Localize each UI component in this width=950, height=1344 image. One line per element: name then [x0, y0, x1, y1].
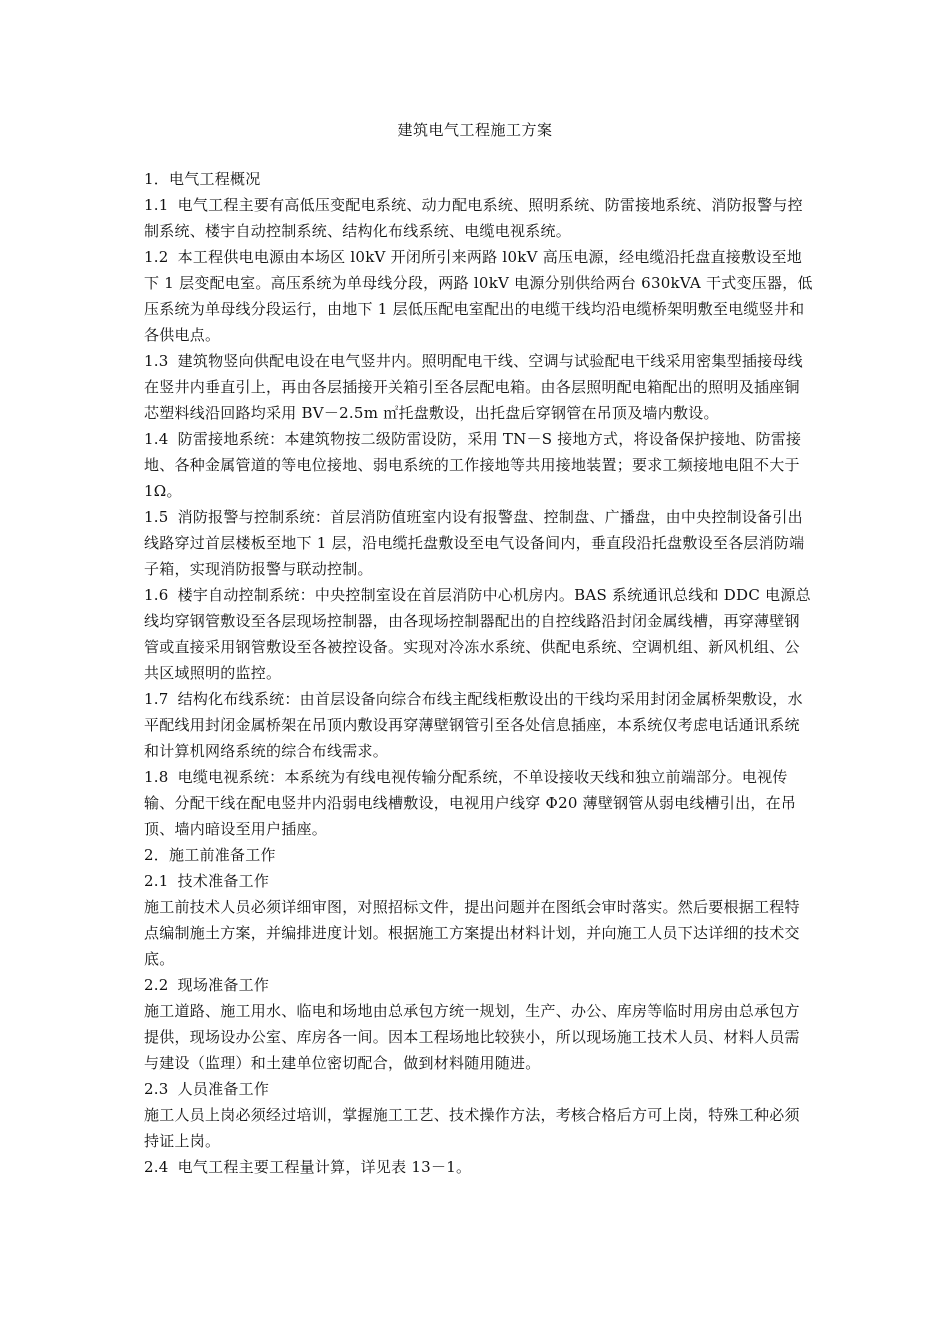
subsection-heading — [144, 868, 814, 894]
paragraph-number: 1.6 — [144, 586, 169, 604]
section-heading — [144, 842, 814, 868]
paragraph-number: 1.3 — [144, 352, 169, 370]
document-body — [144, 166, 814, 1180]
paragraph-text: 2．施工前准备工作 — [144, 846, 276, 864]
paragraph — [144, 1154, 814, 1180]
paragraph-number: 1.2 — [144, 248, 169, 266]
paragraph — [144, 582, 814, 686]
paragraph-number: 2.2 — [144, 976, 169, 994]
paragraph — [144, 764, 814, 842]
paragraph-number: 1.8 — [144, 768, 169, 786]
paragraph-number: 1.5 — [144, 508, 169, 526]
paragraph — [144, 192, 814, 244]
paragraph-number: 1.4 — [144, 430, 169, 448]
paragraph-text: 现场准备工作 — [177, 976, 270, 994]
paragraph-number: 1.1 — [144, 196, 169, 214]
paragraph-number: 1.7 — [144, 690, 169, 708]
paragraph-text: 施工人员上岗必须经过培训，掌握施工工艺、技术操作方法，考核合格后方可上岗，特殊工种必须持证上岗。 — [144, 1106, 800, 1150]
paragraph-text: 电缆电视系统：本系统为有线电视传输分配系统，不单设接收天线和独立前端部分。电视传输、分配干线在配电竖井内沿弱电线槽敷设，电视用户线穿 Φ20 薄壁钢管从弱电线槽引出，在吊顶、墙内暗设至用户插座。 — [144, 768, 797, 838]
paragraph-text: 楼宇自动控制系统：中央控制室设在首层消防中心机房内。BAS 系统通讯总线和 DDC 电源总线均穿钢管敷设至各层现场控制器，由各现场控制器配出的自控线路沿封闭金属线槽，再穿薄壁钢管或直接采用钢管敷设至各被控设备。实现对冷冻水系统、供配电系统、空调机组、新风机组、公共区域照明的监控。 — [144, 586, 811, 682]
paragraph-text: 施工前技术人员必须详细审图，对照招标文件，提出问题并在图纸会审时落实。然后要根据工程特点编制施土方案，并编排进度计划。根据施工方案提出材料计划，并向施工人员下达详细的技术交底。 — [144, 898, 800, 968]
paragraph-text: 人员准备工作 — [177, 1080, 270, 1098]
paragraph-text: 电气工程主要工程量计算，详见表 13－1。 — [177, 1158, 472, 1176]
paragraph-number: 2.4 — [144, 1158, 169, 1176]
paragraph-text: 消防报警与控制系统：首层消防值班室内设有报警盘、控制盘、广播盘，由中央控制设备引出线路穿过首层楼板至地下 1 层，沿电缆托盘敷设至电气设备间内，垂直段沿托盘敷设至各层消防端子箱，实现消防报警与联动控制。 — [144, 508, 805, 578]
paragraph-text: 结构化布线系统：由首层设备向综合布线主配线柜敷设出的干线均采用封闭金属桥架敷设，水平配线用封闭金属桥架在吊顶内敷设再穿薄壁钢管引至各处信息插座，本系统仅考虑电话通讯系统和计算机网络系统的综合布线需求。 — [144, 690, 803, 760]
paragraph-text: 建筑物竖向供配电设在电气竖井内。照明配电干线、空调与试验配电干线采用密集型插接母线在竖井内垂直引上，再由各层插接开关箱引至各层配电箱。由各层照明配电箱配出的照明及插座铜芯塑料线沿回路均采用 BV－2.5m ㎡托盘敷设，出托盘后穿钢管在吊顶及墙内敷设。 — [144, 352, 803, 422]
subsection-heading — [144, 1076, 814, 1102]
paragraph — [144, 894, 814, 972]
paragraph — [144, 504, 814, 582]
subsection-heading — [144, 972, 814, 998]
paragraph-text: 施工道路、施工用水、临电和场地由总承包方统一规划，生产、办公、库房等临时用房由总承包方提供，现场设办公室、库房各一间。因本工程场地比较狭小，所以现场施工技术人员、材料人员需与建设（监理）和土建单位密切配合，做到材料随用随进。 — [144, 1002, 800, 1072]
paragraph — [144, 348, 814, 426]
paragraph — [144, 998, 814, 1076]
paragraph — [144, 244, 814, 348]
paragraph-text: 技术准备工作 — [177, 872, 270, 890]
section-heading — [144, 166, 814, 192]
paragraph-text: 电气工程主要有高低压变配电系统、动力配电系统、照明系统、防雷接地系统、消防报警与控制系统、楼宇自动控制系统、结构化布线系统、电缆电视系统。 — [144, 196, 803, 240]
paragraph-text: 本工程供电电源由本场区 l0kV 开闭所引来两路 l0kV 高压电源，经电缆沿托盘直接敷设至地下 1 层变配电室。高压系统为单母线分段，两路 l0kV 电源分别供给两台 630kVA 干式变压器，低压系统为单母线分段运行，由地下 1 层低压配电室配出的电缆干线均沿电缆桥架明敷至电缆竖井和各供电点。 — [144, 248, 813, 344]
paragraph — [144, 686, 814, 764]
paragraph-text: 1．电气工程概况 — [144, 170, 261, 188]
paragraph — [144, 426, 814, 504]
paragraph-number: 2.1 — [144, 872, 169, 890]
paragraph — [144, 1102, 814, 1154]
paragraph-number: 2.3 — [144, 1080, 169, 1098]
document-title: 建筑电气工程施工方案 — [397, 121, 553, 139]
paragraph-text: 防雷接地系统：本建筑物按二级防雷设防，采用 TN－S 接地方式，将设备保护接地、防雷接地、各种金属管道的等电位接地、弱电系统的工作接地等共用接地装置；要求工频接地电阻不大于 1Ω。 — [144, 430, 802, 500]
